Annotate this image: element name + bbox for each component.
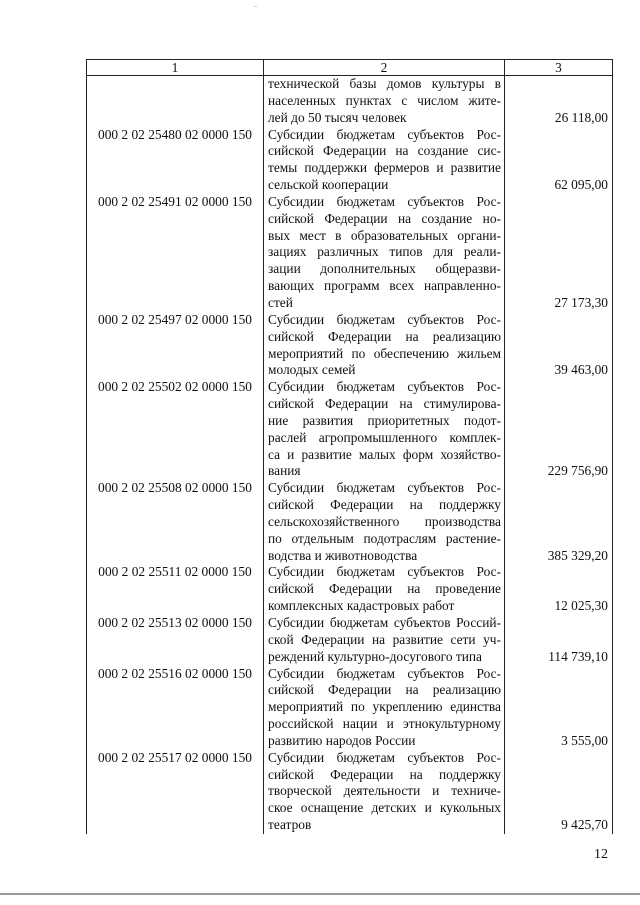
- table-header: [87, 60, 613, 76]
- description-cell: [264, 615, 505, 666]
- table-row: [87, 615, 613, 666]
- description-line: вания: [268, 463, 301, 479]
- budget-code: [87, 379, 264, 480]
- description-line: сельскохозяйственного производства: [268, 513, 501, 529]
- description-line: водства и животноводства: [268, 547, 418, 563]
- amount: 114 739,10: [505, 615, 613, 666]
- budget-code: [87, 615, 264, 666]
- description-line: комплексных кадастровых работ: [268, 598, 455, 614]
- budget-code-text: 000 2 02 25513 02 0000 150: [98, 615, 252, 630]
- description-line: сийской Федерации на реализацию: [268, 328, 501, 344]
- budget-code: [87, 480, 264, 564]
- description-line: Субсидии бюджетам субъектов Рос-: [268, 480, 501, 496]
- description-line: сийской Федерации на поддержку: [268, 766, 501, 782]
- description-cell: [264, 127, 505, 194]
- amount: 9 425,70: [505, 750, 613, 834]
- description-line: ское оснащение детских и кукольных: [268, 800, 501, 816]
- description-line: мероприятий по укреплению единства: [268, 699, 501, 715]
- description-line: ние развития приоритетных подот-: [268, 412, 501, 428]
- amount: 385 329,20: [505, 480, 613, 564]
- description-line: Субсидии бюджетам субъектов Рос-: [268, 126, 501, 142]
- description-line: мероприятий по обеспечению жильем: [268, 345, 501, 361]
- description-cell: [264, 76, 505, 127]
- description-line: сельской кооперации: [268, 177, 389, 193]
- description-line: Субсидии бюджетам субъектов Рос-: [268, 193, 501, 209]
- table-row: [87, 564, 613, 615]
- budget-code-text: 000 2 02 25480 02 0000 150: [98, 126, 252, 142]
- description-line: сийской Федерации на создание но-: [268, 210, 501, 226]
- table-row: [87, 127, 613, 194]
- description-line: ской Федерации на развитие сети уч-: [268, 631, 501, 647]
- description-cell: [264, 194, 505, 312]
- description-cell: [264, 379, 505, 480]
- amount: 3 555,00: [505, 666, 613, 750]
- budget-code: [87, 564, 264, 615]
- description-line: технической базы домов культуры в: [268, 76, 501, 91]
- amount: 62 095,00: [505, 127, 613, 194]
- description-cell: [264, 750, 505, 834]
- description-line: вых мест в образовательных органи-: [268, 227, 501, 243]
- description-cell: [264, 564, 505, 615]
- amount: 39 463,00: [505, 312, 613, 379]
- budget-table: [86, 59, 613, 834]
- description-line: Субсидии бюджетам субъектов Россий-: [268, 615, 501, 630]
- description-line: сийской Федерации на поддержку: [268, 497, 501, 513]
- description-line: по отдельным подотраслям растение-: [268, 530, 501, 546]
- budget-code: [87, 666, 264, 750]
- description-line: Субсидии бюджетам субъектов Рос-: [268, 379, 501, 395]
- budget-code-text: 000 2 02 25517 02 0000 150: [98, 749, 252, 765]
- header-col-1: 1: [87, 60, 264, 76]
- description-line: лей до 50 тысяч человек: [268, 109, 407, 125]
- description-line: театров: [268, 817, 312, 833]
- table-body: [87, 76, 613, 834]
- budget-code-text: 000 2 02 25516 02 0000 150: [98, 665, 252, 681]
- description-line: населенных пунктах с числом жите-: [268, 92, 501, 108]
- header-col-2: 2: [264, 60, 505, 76]
- budget-code: [87, 127, 264, 194]
- header-col-3: 3: [505, 60, 613, 76]
- description-line: сийской Федерации на проведение: [268, 581, 501, 597]
- description-line: Субсидии бюджетам субъектов Рос-: [268, 749, 501, 765]
- description-line: раслей агропромышленного комплек-: [268, 429, 501, 445]
- budget-code: [87, 194, 264, 312]
- description-line: Субсидии бюджетам субъектов Рос-: [268, 311, 501, 327]
- description-line: сийской Федерации на реализацию: [268, 682, 501, 698]
- description-line: российской нации и этнокультурному: [268, 716, 501, 732]
- budget-code: [87, 76, 264, 127]
- budget-code: [87, 750, 264, 834]
- description-line: зациях различных типов для реали-: [268, 244, 501, 260]
- description-cell: [264, 312, 505, 379]
- budget-code-text: 000 2 02 25511 02 0000 150: [98, 564, 252, 580]
- description-line: развитию народов России: [268, 732, 416, 748]
- description-line: зации дополнительных общеразви-: [268, 261, 501, 277]
- table-row: [87, 76, 613, 127]
- budget-code: [87, 312, 264, 379]
- description-line: Субсидии бюджетам субъектов Рос-: [268, 564, 501, 580]
- description-line: реждений культурно-досугового типа: [268, 648, 482, 664]
- table-row: [87, 666, 613, 750]
- amount: 26 118,00: [505, 76, 613, 127]
- description-line: молодых семей: [268, 362, 356, 378]
- bottom-rule: [0, 893, 640, 895]
- scan-artifact: [254, 6, 257, 7]
- description-line: сийской Федерации на создание сис-: [268, 143, 501, 159]
- table-row: [87, 194, 613, 312]
- table-row: [87, 379, 613, 480]
- description-cell: [264, 666, 505, 750]
- budget-code-text: 000 2 02 25502 02 0000 150: [98, 379, 252, 395]
- page-number: 12: [594, 847, 608, 862]
- description-line: вающих программ всех направленно-: [268, 278, 501, 294]
- description-cell: [264, 480, 505, 564]
- amount: 229 756,90: [505, 379, 613, 480]
- amount: 27 173,30: [505, 194, 613, 312]
- budget-code-text: 000 2 02 25497 02 0000 150: [98, 311, 252, 327]
- description-line: творческой деятельности и техниче-: [268, 783, 501, 799]
- description-line: темы поддержки фермеров и развитие: [268, 160, 501, 176]
- budget-code-text: 000 2 02 25508 02 0000 150: [98, 480, 252, 496]
- description-line: стей: [268, 294, 293, 310]
- description-line: сийской Федерации на стимулирова-: [268, 396, 501, 412]
- table-row: [87, 312, 613, 379]
- amount: 12 025,30: [505, 564, 613, 615]
- budget-code-text: 000 2 02 25491 02 0000 150: [98, 193, 252, 209]
- description-line: са и развитие малых форм хозяйство-: [268, 446, 501, 462]
- table-row: [87, 480, 613, 564]
- description-line: Субсидии бюджетам субъектов Рос-: [268, 665, 501, 681]
- table-row: [87, 750, 613, 834]
